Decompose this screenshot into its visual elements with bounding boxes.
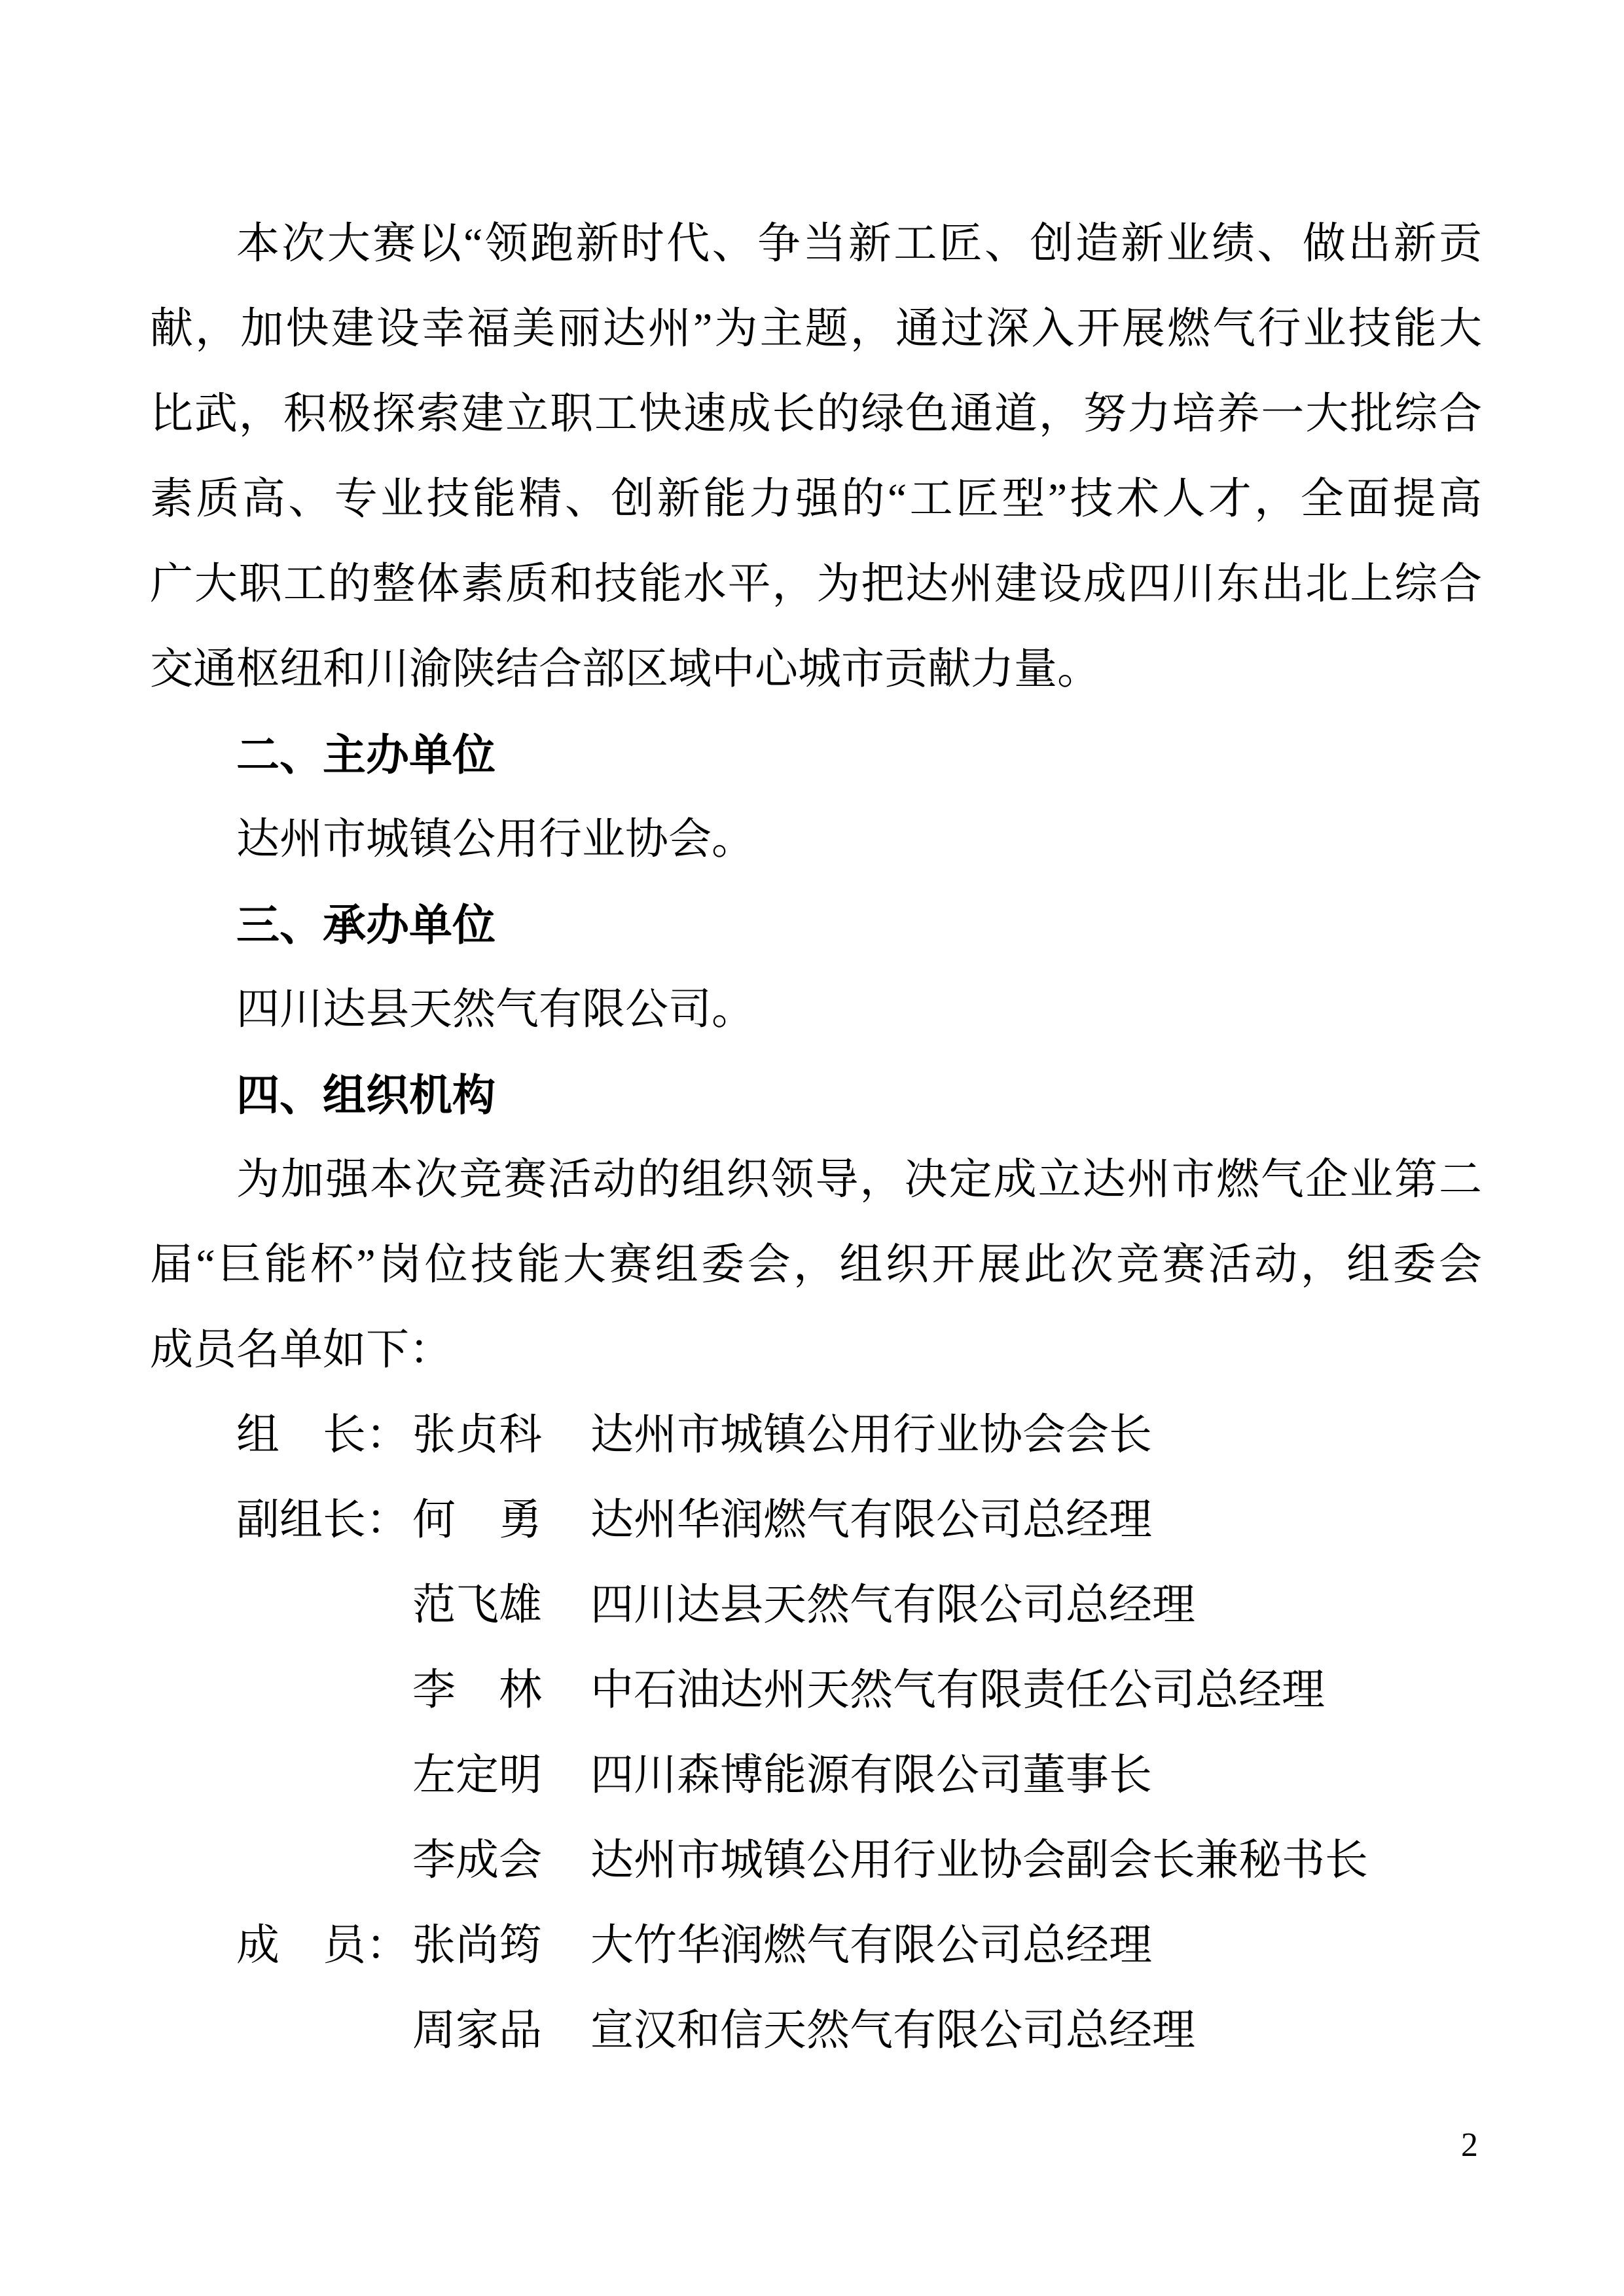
org-cell: 达州华润燃气有限公司总经理	[590, 1496, 1152, 1544]
org-cell: 宣汉和信天然气有限公司总经理	[590, 2007, 1195, 2054]
org-cell: 中石油达州天然气有限责任公司总经理	[590, 1666, 1325, 1714]
intro-line: 交通枢纽和川渝陕结合部区域中心城市贡献力量。	[150, 645, 1100, 693]
structure-line: 成员名单如下：	[150, 1326, 452, 1374]
name-cell: 李 林	[412, 1666, 542, 1714]
structure-line: 为加强本次竞赛活动的组织领导，决定成立达州市燃气企业第二	[236, 1156, 1482, 1204]
role-cell: 副组长：	[236, 1496, 409, 1544]
committee-row	[150, 1478, 1482, 1563]
section-heading-host: 二、主办单位	[236, 730, 496, 779]
role-cell: 成 员：	[236, 1922, 409, 1969]
page-number: 2	[1461, 2126, 1478, 2164]
name-cell: 张贞科	[412, 1411, 542, 1459]
name-cell: 左定明	[412, 1751, 542, 1799]
committee-row	[150, 1818, 1482, 1903]
committee-row	[150, 1988, 1482, 2073]
text-block	[150, 202, 1482, 2073]
name-cell: 周家品	[412, 2007, 542, 2054]
committee-row	[150, 1733, 1482, 1818]
name-cell: 张尚筠	[412, 1922, 542, 1969]
intro-line: 广大职工的整体素质和技能水平，为把达州建设成四川东出北上综合	[150, 560, 1482, 608]
committee-row	[150, 1903, 1482, 1988]
name-cell: 范飞雄	[412, 1581, 542, 1629]
section-heading-organizer: 三、承办单位	[236, 901, 496, 949]
role-cell: 组 长：	[236, 1411, 409, 1459]
section-heading-structure: 四、组织机构	[236, 1071, 496, 1119]
name-cell: 何 勇	[412, 1496, 542, 1544]
org-cell: 四川达县天然气有限公司总经理	[590, 1581, 1195, 1629]
structure-line: 届“巨能杯”岗位技能大赛组委会，组织开展此次竞赛活动，组委会	[150, 1241, 1482, 1289]
committee-row	[150, 1563, 1482, 1648]
org-cell: 达州市城镇公用行业协会会长	[590, 1411, 1152, 1459]
org-cell: 大竹华润燃气有限公司总经理	[590, 1922, 1152, 1969]
section-body-organizer: 四川达县天然气有限公司。	[236, 986, 755, 1033]
name-cell: 李成会	[412, 1837, 542, 1884]
org-cell: 达州市城镇公用行业协会副会长兼秘书长	[590, 1837, 1368, 1884]
section-body-host: 达州市城镇公用行业协会。	[236, 816, 755, 863]
intro-line: 比武，积极探索建立职工快速成长的绿色通道，努力培养一大批综合	[150, 390, 1482, 438]
committee-row	[150, 1393, 1482, 1478]
intro-line: 素质高、专业技能精、创新能力强的“工匠型”技术人才，全面提高	[150, 475, 1482, 523]
intro-line: 献，加快建设幸福美丽达州”为主题，通过深入开展燃气行业技能大	[150, 305, 1482, 353]
org-cell: 四川森博能源有限公司董事长	[590, 1751, 1152, 1799]
intro-line: 本次大赛以“领跑新时代、争当新工匠、创造新业绩、做出新贡	[236, 220, 1482, 268]
committee-row	[150, 1648, 1482, 1733]
